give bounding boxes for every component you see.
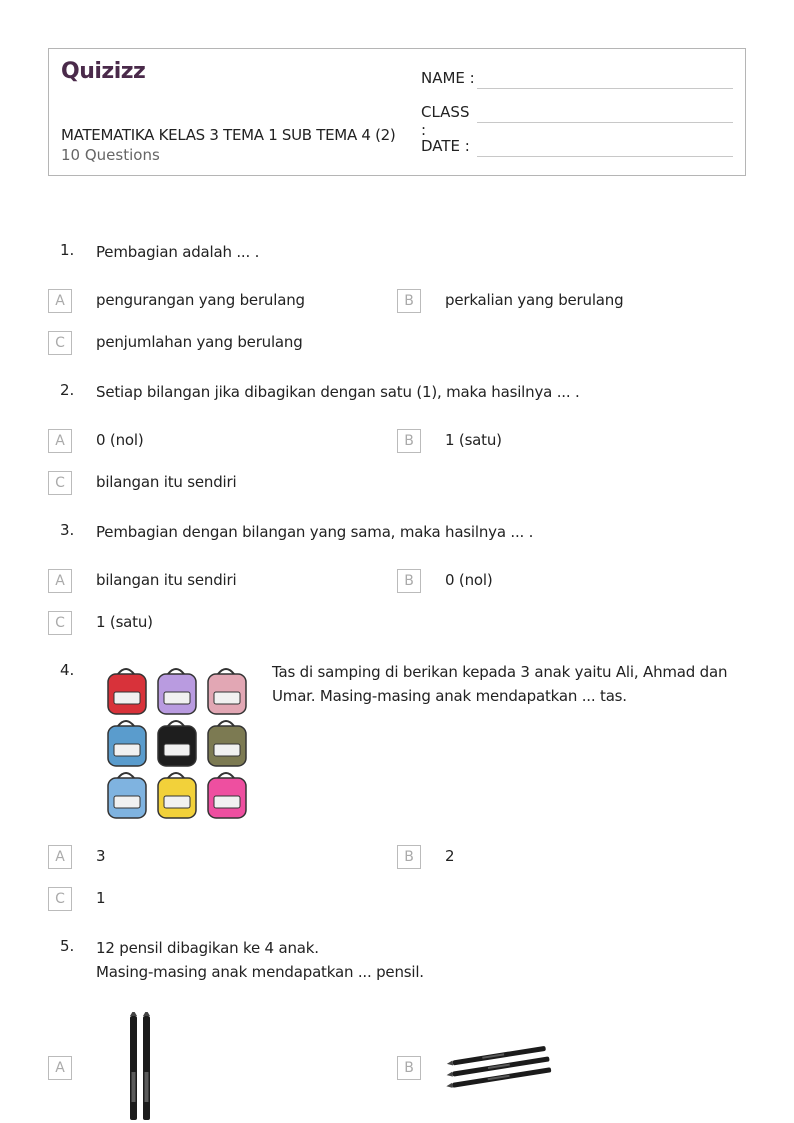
option-c-box[interactable]: C <box>48 887 72 911</box>
question-text-line-1: Tas di samping di berikan kepada 3 anak yaitu Ali, Ahmad dan <box>272 663 728 681</box>
option-b-box[interactable]: B <box>397 845 421 869</box>
option-c-box[interactable]: C <box>48 611 72 635</box>
date-line <box>477 156 733 157</box>
backpack-icon <box>108 669 146 714</box>
option-a-box[interactable]: A <box>48 845 72 869</box>
question-text-line-2: Umar. Masing-masing anak mendapatkan ... tas. <box>272 687 627 705</box>
name-line <box>477 88 733 89</box>
question-number: 5. <box>60 937 75 955</box>
date-field <box>421 137 477 155</box>
option-a-box[interactable]: A <box>48 569 72 593</box>
question-number: 3. <box>60 521 75 539</box>
question-number: 4. <box>60 661 75 679</box>
option-c-text: 1 (satu) <box>96 613 153 631</box>
question-text-line-2: Masing-masing anak mendapatkan ... pensil. <box>96 963 424 981</box>
name-field <box>421 69 477 87</box>
class-label: CLASS : <box>421 103 470 139</box>
worksheet-title: MATEMATIKA KELAS 3 TEMA 1 SUB TEMA 4 (2) <box>61 126 396 144</box>
backpack-icon <box>158 721 196 766</box>
class-line <box>477 122 733 123</box>
option-a-box[interactable]: A <box>48 289 72 313</box>
option-c-text: 1 <box>96 889 106 907</box>
question-text: Pembagian dengan bilangan yang sama, maka hasilnya ... . <box>96 523 534 541</box>
backpack-icon <box>108 773 146 818</box>
backpacks-image <box>104 664 248 820</box>
two-pencils-image <box>120 1012 164 1122</box>
backpack-icon <box>208 721 246 766</box>
backpack-icon <box>158 669 196 714</box>
option-a-text: 3 <box>96 847 106 865</box>
option-b-text: 2 <box>445 847 455 865</box>
option-a-text: pengurangan yang berulang <box>96 291 305 309</box>
option-a-text: 0 (nol) <box>96 431 144 449</box>
backpack-icon <box>208 669 246 714</box>
question-text: Setiap bilangan jika dibagikan dengan satu (1), maka hasilnya ... . <box>96 383 580 401</box>
option-b-text: 1 (satu) <box>445 431 502 449</box>
backpack-icon <box>108 721 146 766</box>
date-label: DATE : <box>421 137 470 155</box>
option-c-box[interactable]: C <box>48 471 72 495</box>
option-c-text: penjumlahan yang berulang <box>96 333 303 351</box>
question-number: 1. <box>60 241 75 259</box>
option-a-box[interactable]: A <box>48 429 72 453</box>
option-c-text: bilangan itu sendiri <box>96 473 237 491</box>
class-field <box>421 103 477 139</box>
question-text: Pembagian adalah ... . <box>96 243 260 261</box>
option-b-box[interactable]: B <box>397 569 421 593</box>
backpack-icon <box>208 773 246 818</box>
quizizz-logo: Quizizz <box>61 59 146 84</box>
three-pencils-image <box>444 1044 558 1090</box>
option-b-text: perkalian yang berulang <box>445 291 624 309</box>
question-count: 10 Questions <box>61 146 160 164</box>
option-b-box[interactable]: B <box>397 1056 421 1080</box>
option-b-box[interactable]: B <box>397 289 421 313</box>
worksheet-header <box>48 48 746 176</box>
option-c-box[interactable]: C <box>48 331 72 355</box>
question-text-line-1: 12 pensil dibagikan ke 4 anak. <box>96 939 319 957</box>
option-b-text: 0 (nol) <box>445 571 493 589</box>
option-a-text: bilangan itu sendiri <box>96 571 237 589</box>
name-label: NAME : <box>421 69 475 87</box>
option-a-box[interactable]: A <box>48 1056 72 1080</box>
option-b-box[interactable]: B <box>397 429 421 453</box>
question-number: 2. <box>60 381 75 399</box>
backpack-icon <box>158 773 196 818</box>
